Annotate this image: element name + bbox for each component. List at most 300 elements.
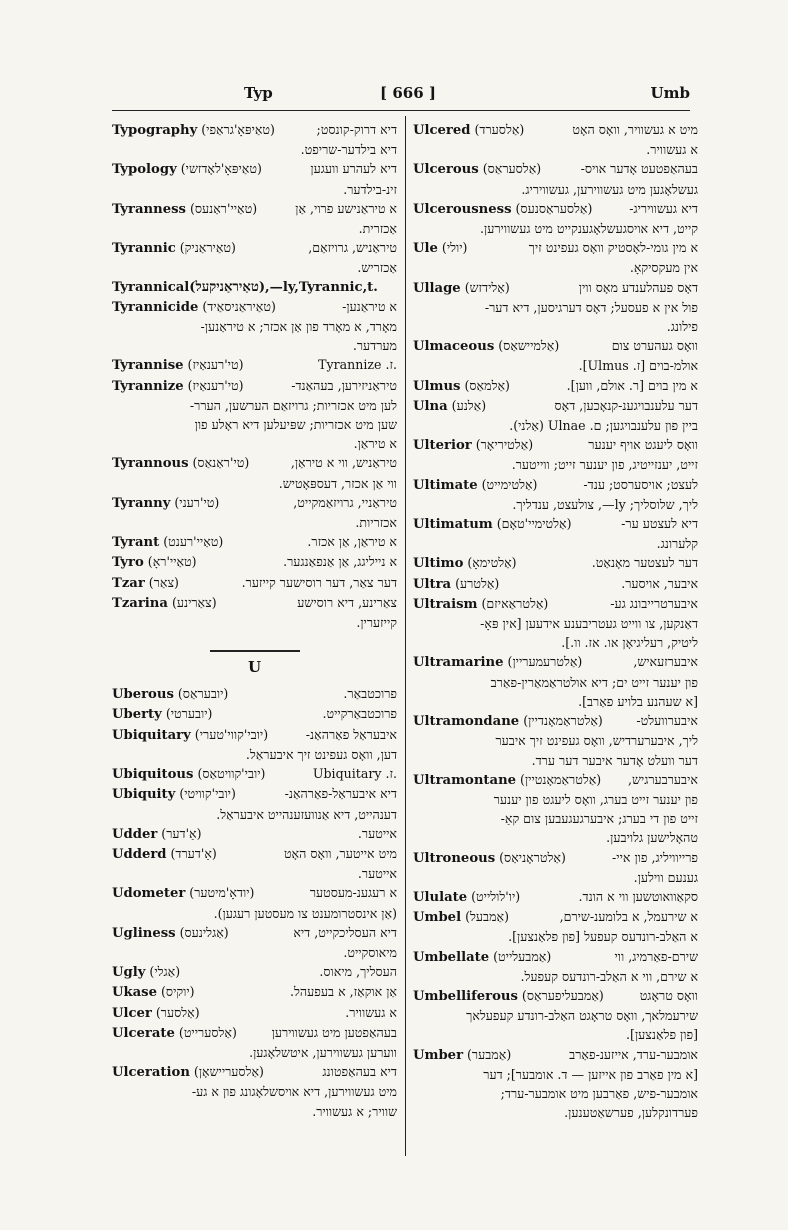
definition-line: איבערבערגיש, <box>627 771 698 787</box>
pronunciation: (יובי'קוויטי) <box>179 786 236 802</box>
pronunciation: (טאַיי'רענט) <box>163 534 224 550</box>
pronunciation: (טי'רעני) <box>174 494 220 510</box>
entry-first-line <box>112 704 397 724</box>
pronunciation: (טי'ראַנאַס) <box>192 455 250 471</box>
entry-first-line <box>413 278 698 298</box>
entry-first-line <box>413 376 698 396</box>
headword: Ugliness <box>112 925 176 941</box>
entry-first-line <box>413 199 698 219</box>
definition-line: א געשוויר. <box>345 1004 397 1020</box>
entries-ul-um-section <box>413 120 698 1122</box>
definition-line: קייזערין. <box>356 615 397 631</box>
definition-line: מאָרד, א מאָרד פון אַן אכזר; א טיראַנען- <box>200 319 397 335</box>
definition-line: זייט פון די בערג; איבערגעגעבען צום קאַ- <box>500 811 698 827</box>
headword: Ullage <box>413 280 461 296</box>
dictionary-entry <box>112 684 397 704</box>
dictionary-entry <box>413 199 698 238</box>
headword: Tyrant <box>112 535 160 551</box>
headword: Ulcer <box>112 1005 152 1021</box>
dictionary-entry <box>413 1045 698 1123</box>
headword: Ubiquitous <box>112 767 194 783</box>
definition-line: (אַן אינסטרומענט צו מעסטען רעגען). <box>213 905 397 921</box>
headword: Udderd <box>112 846 167 862</box>
pronunciation: (אַלטימיי'טאָם) <box>496 516 572 532</box>
definition-line: דיא לעהרע וועגען <box>310 161 397 177</box>
definition-line: איבעראַל פאַרהאַנ- <box>305 726 397 742</box>
definition-line: א מין גומי-לאָסטיק וואָס געפינט זיך <box>528 240 698 256</box>
headword: Udometer <box>112 886 186 902</box>
entry-first-line <box>413 238 698 258</box>
definition-line: אַכזרית. <box>358 221 397 237</box>
pronunciation: (אַלטימייט) <box>481 476 538 492</box>
entry-first-line <box>112 923 397 943</box>
headword: Ulcerate <box>112 1025 175 1041</box>
dictionary-entry <box>112 573 397 593</box>
definition-line: געשלאָגען מיט געשווירען, געשוויריג. <box>521 181 698 197</box>
headword: Ulmus <box>413 378 461 394</box>
definition-line: א האַלב-רונדעס קעפעל [פון פלאַנצען]. <box>508 929 698 945</box>
headword: Umbel <box>413 910 462 926</box>
dictionary-entry <box>413 574 698 594</box>
pronunciation: (אַמבער) <box>467 1046 512 1062</box>
dictionary-entry <box>413 514 698 553</box>
entry-first-line <box>112 199 397 219</box>
definition-line: דער לעצטער מאָנאַט. <box>591 555 698 571</box>
headword: Ulceration <box>112 1065 190 1081</box>
headword: Tyrannize <box>112 378 184 394</box>
pronunciation: (אַלסערד) <box>474 122 525 137</box>
definition-line: [פון פלאַנצען]. <box>626 1027 698 1043</box>
definition-line: א טיראַנישע פרוי, אַן <box>295 200 397 216</box>
definition-line: וואָס געהערט צום <box>611 338 698 354</box>
dictionary-entry <box>413 594 698 653</box>
entry-first-line <box>112 784 397 804</box>
entry-first-line <box>413 336 698 356</box>
definition-line: פרוכטבאַר. <box>343 686 397 702</box>
dictionary-entry <box>112 725 397 764</box>
headword: Tyranness <box>112 201 186 217</box>
definition-line: דיא בילדער-שריפט. <box>300 142 397 158</box>
definition-line: פול אין א פעסעל; דאָס דערגיסען, דיא דער- <box>484 299 698 315</box>
headword: Ultramontane <box>413 772 517 788</box>
dictionary-entry <box>413 396 698 435</box>
dictionary-entry <box>112 784 397 823</box>
definition-line: א נייליגג, אַן אַנפאַנגער. <box>283 554 397 570</box>
headword: Ultramarine <box>413 655 504 671</box>
entry-first-line <box>112 355 397 375</box>
definition-line: אַכזריש. <box>357 260 397 276</box>
definition-line: [א מין פאַרב פון אייזען — ד. אומבער]; דער <box>483 1066 698 1082</box>
pronunciation: (אַלסעראַס) <box>482 161 542 177</box>
entry-first-line <box>112 238 397 258</box>
definition-line: זינ-בילדער. <box>343 181 397 197</box>
headword: Ultroneous <box>413 850 496 866</box>
headword: Ubiquity <box>112 787 176 803</box>
pronunciation: (אַלנע) <box>451 397 487 413</box>
dictionary-entry <box>413 120 698 159</box>
pronunciation: (אַמבעלייט) <box>493 948 552 964</box>
headword: Uberty <box>112 707 162 723</box>
pronunciation: (צאַרינע) <box>171 594 217 610</box>
entry-first-line <box>413 120 698 140</box>
entry-first-line <box>413 711 698 731</box>
definition-line: מיאוסקייט. <box>343 944 397 960</box>
definition-line: טיראַניש, ווי א טיראַן, <box>290 455 397 471</box>
definition-line: בעהאַפטעט אָדער אויס- <box>580 161 698 177</box>
headword: Ultramondane <box>413 714 520 730</box>
entry-first-line <box>413 770 698 790</box>
definition-line: אייטער. <box>357 866 397 882</box>
definition-line: מיט אייטער, וואָס האָט <box>283 845 397 861</box>
headword: Ultimo <box>413 556 464 572</box>
pronunciation: (אַגלינעס) <box>179 924 229 940</box>
pronunciation: (יוקיס) <box>161 984 195 1000</box>
dictionary-entry <box>112 1023 397 1062</box>
definition-line: דיא געשוויריג- <box>629 200 698 216</box>
pronunciation: (טאַיראַניסאַיד) <box>202 298 276 314</box>
entry-first-line <box>112 593 397 613</box>
definition-line: אולמ-בוים [ז. Ulmus]. <box>578 358 698 374</box>
entry-first-line <box>413 553 698 573</box>
definition-line: שירם-פאַרמיג, ווי <box>614 948 698 964</box>
entries-u-section <box>112 684 397 1120</box>
definition-line: אומבער-ערד, אייזענ-פאַרב <box>569 1046 698 1062</box>
pronunciation: (אַלטראַאיזם) <box>481 595 549 611</box>
definition-line: אַן אוקאַז, א בעפעהל. <box>290 984 397 1000</box>
definition-line: מיט א געשוויר, וואָס האָט <box>572 122 698 137</box>
entry-first-line <box>413 574 698 594</box>
pronunciation: (אַלטרע) <box>455 575 500 591</box>
pronunciation: (יובעראַס) <box>177 686 229 702</box>
headword: Umbelliferous <box>413 988 518 1004</box>
definition-line: פון יענער זייט ים; דיא אולטראַמאַרין-פאַרב <box>490 674 698 690</box>
definition-line: טיראַניזירען, בעהאַנד- <box>291 377 397 393</box>
definition-line: איבערוועלט- <box>636 713 698 729</box>
definition-line: .ז. Tyrannize <box>318 357 397 373</box>
definition-line: לעצט; אויסערסט; ענד- <box>583 476 698 492</box>
pronunciation: (אַ'דער) <box>161 825 202 841</box>
pronunciation: (אַ'דערד) <box>170 845 217 861</box>
dictionary-entry <box>413 376 698 396</box>
page-number: [ 666 ] <box>380 84 436 102</box>
dictionary-entry <box>112 120 397 159</box>
entry-first-line <box>112 844 397 864</box>
column-divider <box>405 116 406 1156</box>
entry-first-line <box>413 848 698 868</box>
headword: Umber <box>413 1047 464 1063</box>
definition-line: העסליך, מיאוס. <box>319 964 397 980</box>
headword: Ukase <box>112 985 157 1001</box>
entry-first-line <box>112 573 397 593</box>
definition-line: פרוכטבאַרקייט. <box>322 706 397 722</box>
header-left-guide-word: Typ <box>244 84 273 102</box>
entry-first-line <box>112 725 397 745</box>
definition-line: ליטיק, רעליגיאָן או. אז. וו.]. <box>561 635 698 651</box>
definition-line: לען מיט אכזריות; גרויזאַם הערשען, הערר- <box>189 397 397 413</box>
headword: Tyrannical(טאַיראַניקעל),—ly,Tyrannic,t. <box>112 279 378 295</box>
headword: Ultra <box>413 576 452 592</box>
definition-line: דיא איבעראַל-פאַרהאַנ- <box>284 786 397 802</box>
entry-first-line <box>112 159 397 179</box>
pronunciation: (טאַיראַניק) <box>179 240 236 256</box>
definition-line: פרייוויליג, פון איי- <box>612 849 698 865</box>
pronunciation: (יובי'קוויטאַס) <box>197 766 266 782</box>
dictionary-entry <box>112 883 397 922</box>
headword: Typography <box>112 123 198 138</box>
definition-line: שען מיט אכזריות; שפּיעלען דיא ראָלע פון <box>194 417 397 433</box>
headword: Ulmaceous <box>413 339 495 355</box>
definition-line: טיראַניש, גרויזאַם, <box>308 240 397 256</box>
definition-line: דען, וואָס געפינט זיך איבעראַל. <box>245 746 397 762</box>
definition-line: דער וועלט אָדער איבער דער ערד. <box>531 752 698 768</box>
definition-line: דאַנקען, צו ווייט געטריבענע אידעען [אין פּאָ- <box>480 616 698 632</box>
entry-first-line <box>413 159 698 179</box>
headword: Uberous <box>112 687 174 703</box>
dictionary-entry <box>112 278 397 297</box>
entry-first-line <box>112 1062 397 1082</box>
dictionary-entry <box>112 238 397 277</box>
definition-line: [א שעהנע בלויע פאַרב]. <box>578 693 698 709</box>
definition-line: קלערונג. <box>656 536 698 552</box>
headword: Ultraism <box>413 596 478 612</box>
definition-line: דער צאַר, דער רוסישער קייזער. <box>241 574 397 590</box>
definition-line: דיא העסליכקייט, דיא <box>293 924 397 940</box>
headword: Tyrannous <box>112 456 189 472</box>
headword: Ulna <box>413 398 448 414</box>
definition-line: דיא בעהאַפטונג <box>322 1064 397 1080</box>
pronunciation: (אַלטיריאָר) <box>475 437 534 453</box>
headword: Ugly <box>112 965 146 981</box>
entry-first-line <box>413 594 698 614</box>
dictionary-entry <box>413 848 698 887</box>
pronunciation: (טאַיי'ראָ) <box>147 554 197 570</box>
entry-first-line <box>413 652 698 672</box>
entry-first-line <box>112 376 397 396</box>
pronunciation: (יולי) <box>441 240 468 256</box>
definition-line: דענהייט, דיא אַנוועזענהייט איבעראַל. <box>216 806 397 822</box>
pronunciation: (יו'לולייט) <box>471 888 521 904</box>
dictionary-entry <box>112 704 397 724</box>
headword: Ulcerousness <box>413 201 512 217</box>
definition-line: אומבער-פיש, פאַרבען מיט אומבער-ערד; <box>500 1085 698 1101</box>
dictionary-entry <box>413 986 698 1045</box>
pronunciation: (טאַיפּאָ'גראַפי) <box>201 122 275 137</box>
pronunciation: (טאַיי'ראַנעס) <box>189 200 258 216</box>
definition-line: וואָס ליעגט אויף יענער <box>588 437 698 453</box>
pronunciation: (אַלטרעמעריין) <box>507 654 583 670</box>
pronunciation: (אַמבעל) <box>465 909 510 925</box>
definition-line: ווערען געשווירען, איטשלאָגען. <box>249 1044 397 1060</box>
dictionary-entry <box>413 652 698 711</box>
definition-line: פערדונקלען, פערשאַטענען. <box>564 1105 698 1121</box>
headword: Ulcered <box>413 123 471 138</box>
definition-line: זייט, יענזייטיג, פון יענער זייט; ווייטער. <box>511 457 698 473</box>
entry-first-line <box>112 824 397 844</box>
headword: Ultimatum <box>413 517 493 533</box>
definition-line: פון יענער זייט בערג, וואָס ליעגט פון יענער <box>493 791 698 807</box>
headword: Ultimate <box>413 477 478 493</box>
dictionary-entry <box>112 552 397 572</box>
definition-line: מערדער. <box>352 338 397 354</box>
dictionary-entry <box>112 199 397 238</box>
definition-line: ביין פון עלענבויגען; ם. Ulnae (אַלני). <box>509 418 698 434</box>
pronunciation: (אַלמאַס) <box>464 377 510 393</box>
entry-first-line <box>413 947 698 967</box>
entry-first-line <box>112 278 397 297</box>
entry-first-line <box>112 982 397 1002</box>
headword: Tyrannise <box>112 358 184 374</box>
definition-line: א טיראַן, אַן אכזר. <box>307 534 397 550</box>
entry-first-line <box>112 493 397 513</box>
entry-first-line <box>112 764 397 784</box>
entries-t-section <box>112 120 397 632</box>
dictionary-entry <box>112 982 397 1002</box>
dictionary-entry <box>112 376 397 454</box>
definition-line: איבער, אויסער. <box>621 575 698 591</box>
pronunciation: (טי'רענאַיז) <box>187 357 244 373</box>
dictionary-entry <box>112 844 397 883</box>
definition-line: א רעגענ-מעסטער <box>309 885 397 901</box>
headword: Ule <box>413 241 438 257</box>
pronunciation: (יודאָ'מיטער) <box>189 885 255 901</box>
running-header <box>112 84 690 106</box>
headword: Ulcerous <box>413 162 479 178</box>
dictionary-entry <box>112 923 397 962</box>
definition-line: ווי אַן אכזר, דעספּאָטיש. <box>278 475 397 491</box>
dictionary-entry <box>413 711 698 770</box>
entry-first-line <box>413 887 698 907</box>
right-column <box>413 120 698 1122</box>
definition-line: א שירעמל, א בלומענ-שירם, <box>559 909 698 925</box>
definition-line: אייטער. <box>357 825 397 841</box>
definition-line: ליך, איבערערדיש, וואָס געפינט זיך איבער <box>495 733 698 749</box>
dictionary-entry <box>413 475 698 514</box>
pronunciation: (אַלטימאָ) <box>467 555 517 571</box>
pronunciation: (אַלסעריישאָן) <box>193 1064 264 1080</box>
definition-line: שירעמלאך, וואָס טראָגט האַלב-רונדע קעפעלאך <box>466 1008 698 1024</box>
headword: Ululate <box>413 889 468 905</box>
pronunciation: (טי'רענאַיז) <box>187 377 244 393</box>
dictionary-entry <box>112 453 397 492</box>
pronunciation: (אַלסער) <box>155 1004 200 1020</box>
pronunciation: (אַלטראָניאַס) <box>499 849 566 865</box>
pronunciation: (אַלטראַמאָנדיין) <box>523 713 603 729</box>
entry-first-line <box>413 396 698 416</box>
headword: Tyrannicide <box>112 299 199 315</box>
pronunciation: (אַלמיישאַס) <box>498 338 560 354</box>
definition-line: טהאָלישען גלויבען. <box>606 830 698 846</box>
entry-first-line <box>413 1045 698 1065</box>
dictionary-entry <box>112 962 397 982</box>
pronunciation: (אַמבעליפעראַס) <box>521 987 604 1003</box>
dictionary-entry <box>413 907 698 946</box>
dictionary-entry <box>413 159 698 198</box>
definition-line: וואָס טראָגט <box>639 987 698 1003</box>
definition-line: א געשוויר. <box>646 142 698 158</box>
headword: Ulterior <box>413 438 472 454</box>
entry-first-line <box>112 883 397 903</box>
pronunciation: (אַלידזש) <box>464 279 510 295</box>
dictionary-entry <box>112 159 397 198</box>
entry-first-line <box>413 435 698 455</box>
dictionary-entry <box>112 355 397 375</box>
definition-line: גענעם ווילען. <box>633 869 698 885</box>
dictionary-entry <box>413 238 698 277</box>
entry-first-line <box>112 552 397 572</box>
headword: Typology <box>112 162 177 178</box>
dictionary-entry <box>413 278 698 337</box>
definition-line: פילונג. <box>666 319 698 335</box>
entry-first-line <box>413 986 698 1006</box>
dictionary-entry <box>413 336 698 375</box>
definition-line: קייט, דיא אויסגעשלאָגענקייט מיט געשווירען. <box>480 221 698 237</box>
definition-line: איבערזעאיש, <box>633 654 698 670</box>
pronunciation: (יובי'קווי'טערי) <box>194 726 269 742</box>
definition-line: אין מעקסיקאָ. <box>629 260 698 276</box>
definition-line: איבערטרייבונג גע- <box>610 595 698 611</box>
entry-first-line <box>112 297 397 317</box>
pronunciation: (טאַיפּאָ'לאָדזשי) <box>180 161 262 177</box>
left-column <box>112 120 397 1121</box>
pronunciation: (אַלסעראַסנעס) <box>515 200 593 216</box>
headword: Umbellate <box>413 949 490 965</box>
entry-first-line <box>112 453 397 473</box>
headword: Ubiquitary <box>112 727 191 743</box>
letter-heading: U <box>247 658 262 677</box>
headword: Tzarina <box>112 595 168 611</box>
header-rule <box>112 110 690 111</box>
dictionary-entry <box>112 593 397 632</box>
entry-first-line <box>112 120 397 140</box>
definition-line: צאַרינע, דיא רוסישע <box>297 594 397 610</box>
definition-line: .ז. Ubiquitary <box>312 766 397 782</box>
entry-first-line <box>413 475 698 495</box>
headword: Udder <box>112 826 158 842</box>
entry-first-line <box>112 1023 397 1043</box>
definition-line: דיא דרוק-קונסט; <box>316 122 397 137</box>
section-rule <box>210 650 300 652</box>
definition-line: א מין בוים [ר. אולם, ווען]. <box>566 377 698 393</box>
dictionary-entry <box>112 1003 397 1023</box>
entry-first-line <box>112 684 397 704</box>
pronunciation: (אַגלי) <box>149 964 181 980</box>
dictionary-entry <box>112 532 397 552</box>
pronunciation: (יובערטי) <box>165 706 213 722</box>
definition-line: א שירם, ווי א האַלב-רונדעס קעפעל. <box>520 968 698 984</box>
definition-line: דאָס פעהלענדע מאָס ווין <box>578 279 698 295</box>
entry-first-line <box>112 962 397 982</box>
dictionary-entry <box>413 770 698 848</box>
dictionary-entry <box>413 435 698 474</box>
definition-line: דיא לעצטע ער- <box>621 516 698 532</box>
definition-line: טיראַניי, גרויזאַמקייט, <box>293 494 397 510</box>
definition-line: סקאַוואוטשען ווי א הונד. <box>578 888 698 904</box>
dictionary-entry <box>112 1062 397 1121</box>
headword: Tzar <box>112 575 145 591</box>
dictionary-entry <box>112 297 397 356</box>
definition-line: מיט געשווירען, דיא אויסשלאָגונג פון א גע- <box>191 1084 397 1100</box>
entry-first-line <box>112 1003 397 1023</box>
pronunciation: (אַלטראַמאָנטיין) <box>520 771 602 787</box>
headword: Tyro <box>112 555 144 571</box>
dictionary-entry <box>413 887 698 907</box>
entry-first-line <box>112 532 397 552</box>
definition-line: דער עלענבויגענ-קנאָכען, דאָס <box>554 397 698 413</box>
definition-line: אכזריות. <box>355 515 397 531</box>
definition-line: א טיראַן. <box>353 436 397 452</box>
pronunciation: (צאַר) <box>148 574 179 590</box>
pronunciation: (אַלסערייט) <box>178 1024 237 1040</box>
